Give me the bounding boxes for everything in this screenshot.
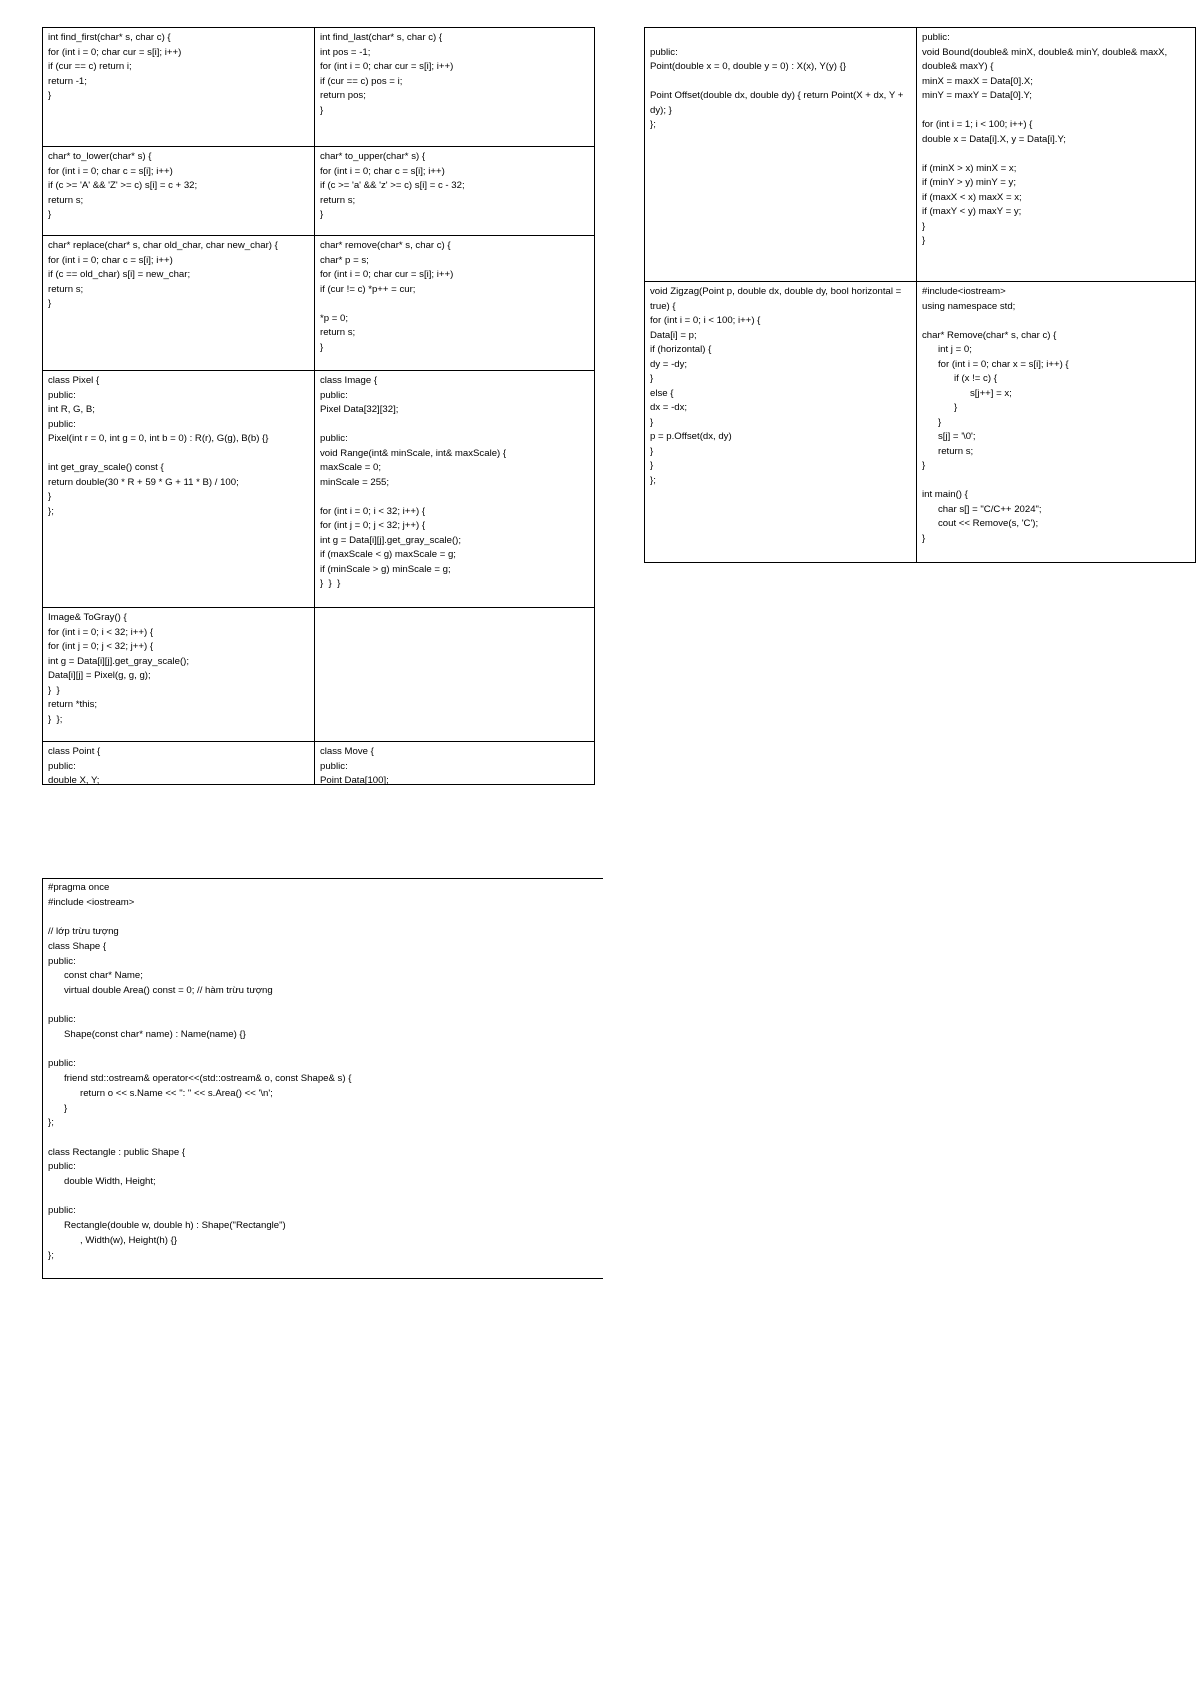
- code-cell-remove: [315, 236, 594, 371]
- code-text: class Point { public: double X, Y;: [48, 746, 101, 784]
- code-cell-to-lower: [43, 147, 315, 236]
- code-cell-find-last: [315, 28, 594, 147]
- code-cell-replace: [43, 236, 315, 371]
- code-cell-point-class: [43, 742, 315, 784]
- code-text: int find_first(char* s, char c) { for (int i = 0; char cur = s[i]; i++) if (cur == c) return i; return -1; }: [48, 32, 182, 101]
- code-cell-find-first: [43, 28, 315, 147]
- code-cell-remove-main: [917, 282, 1195, 562]
- left-code-table: [42, 27, 595, 785]
- code-text: char* remove(char* s, char c) { char* p = s; for (int i = 0; char cur = s[i]; i++) if (cur != c) *p++ = cur; *p = 0; return s; }: [320, 240, 454, 353]
- code-cell-pixel-class: [43, 371, 315, 608]
- shape-class-code-box: [42, 878, 603, 1279]
- code-text: class Pixel { public: int R, G, B; public: Pixel(int r = 0, int g = 0, int b = 0) : R(r), G(g), B(b) {} int get_gray_scale() const { return double(30 * R + 59 * G + 11 * B) / 100; } };: [48, 375, 269, 517]
- code-cell-empty: [315, 608, 594, 742]
- code-cell-move-class: [315, 742, 594, 784]
- code-text: class Move { public: Point Data[100];: [320, 746, 389, 784]
- code-cell-image-class: [315, 371, 594, 608]
- code-cell-point-constructor: [645, 28, 917, 282]
- code-text: char* to_lower(char* s) { for (int i = 0; char c = s[i]; i++) if (c >= 'A' && 'Z' >= c) s[i] = c + 32; return s; }: [48, 151, 198, 220]
- code-text: char* replace(char* s, char old_char, char new_char) { for (int i = 0; char c = s[i]; i++) if (c == old_char) s[i] = new_char; return s; }: [48, 240, 278, 309]
- code-text: #pragma once #include <iostream> // lớp trừu tượng class Shape { public: const char* Name; virtual double Area() const = 0; // hàm trừu tượng public: Shape(const char* name) : Name(name) {} public: friend std::ostream& operator<<(std::ostream& o, const Shape& s) { return o << s.Name << ": " << s.Area() << '\n'; } }; class Rectangle : public Shape { public: double Width, Height; public: Rectangle(double w, double h) : Shape("Rectangle") , Width(w), Height(h) {} };: [48, 882, 352, 1261]
- code-text: char* to_upper(char* s) { for (int i = 0; char c = s[i]; i++) if (c >= 'a' && 'z' >= c) s[i] = c - 32; return s; }: [320, 151, 465, 220]
- code-cell-to-upper: [315, 147, 594, 236]
- code-cell-to-gray: [43, 608, 315, 742]
- code-text: int find_last(char* s, char c) { int pos = -1; for (int i = 0; char cur = s[i]; i++) if (cur == c) pos = i; return pos; }: [320, 32, 454, 116]
- code-text: #include<iostream> using namespace std; char* Remove(char* s, char c) { int j = 0; for (int i = 0; char x = s[i]; i++) { if (x != c) { s[j++] = x; } } s[j] = '\0'; return s; } int main() { char s[] = "C/C++ 2024"; cout << Remove(s, 'C'); }: [922, 286, 1069, 544]
- code-text: void Zigzag(Point p, double dx, double dy, bool horizontal = true) { for (int i = 0; i < 100; i++) { Data[i] = p; if (horizontal) { dy = -dy; } else { dx = -dx; } p = p.Offset(dx, dy) } } };: [650, 286, 902, 486]
- code-text: public: Point(double x = 0, double y = 0) : X(x), Y(y) {} Point Offset(double dx, double dy) { return Point(X + dx, Y + dy); } };: [650, 46, 904, 130]
- code-cell-bound: [917, 28, 1195, 282]
- code-text: class Image { public: Pixel Data[32][32]; public: void Range(int& minScale, int& maxScale) { maxScale = 0; minScale = 255; for (int i = 0; i < 32; i++) { for (int j = 0; j < 32; j++) { int g = Data[i][j].get_gray_scale(); if (maxScale < g) maxScale = g; if (minScale > g) minScale = g; } } }: [320, 375, 507, 589]
- code-text: public: void Bound(double& minX, double& minY, double& maxX, double& maxY) { minX = maxX = Data[0].X; minY = maxY = Data[0].Y; for (int i = 1; i < 100; i++) { double x = Data[i].X, y = Data[i].Y; if (minX > x) minX = x; if (minY > y) minY = y; if (maxX < x) maxX = x; if (maxY < y) maxY = y; } }: [922, 32, 1168, 246]
- right-code-table: [644, 27, 1196, 563]
- code-cell-zigzag: [645, 282, 917, 562]
- code-text: Image& ToGray() { for (int i = 0; i < 32; i++) { for (int j = 0; j < 32; j++) { int g = Data[i][j].get_gray_scale(); Data[i][j] = Pixel(g, g, g); } } return *this; } };: [48, 612, 190, 725]
